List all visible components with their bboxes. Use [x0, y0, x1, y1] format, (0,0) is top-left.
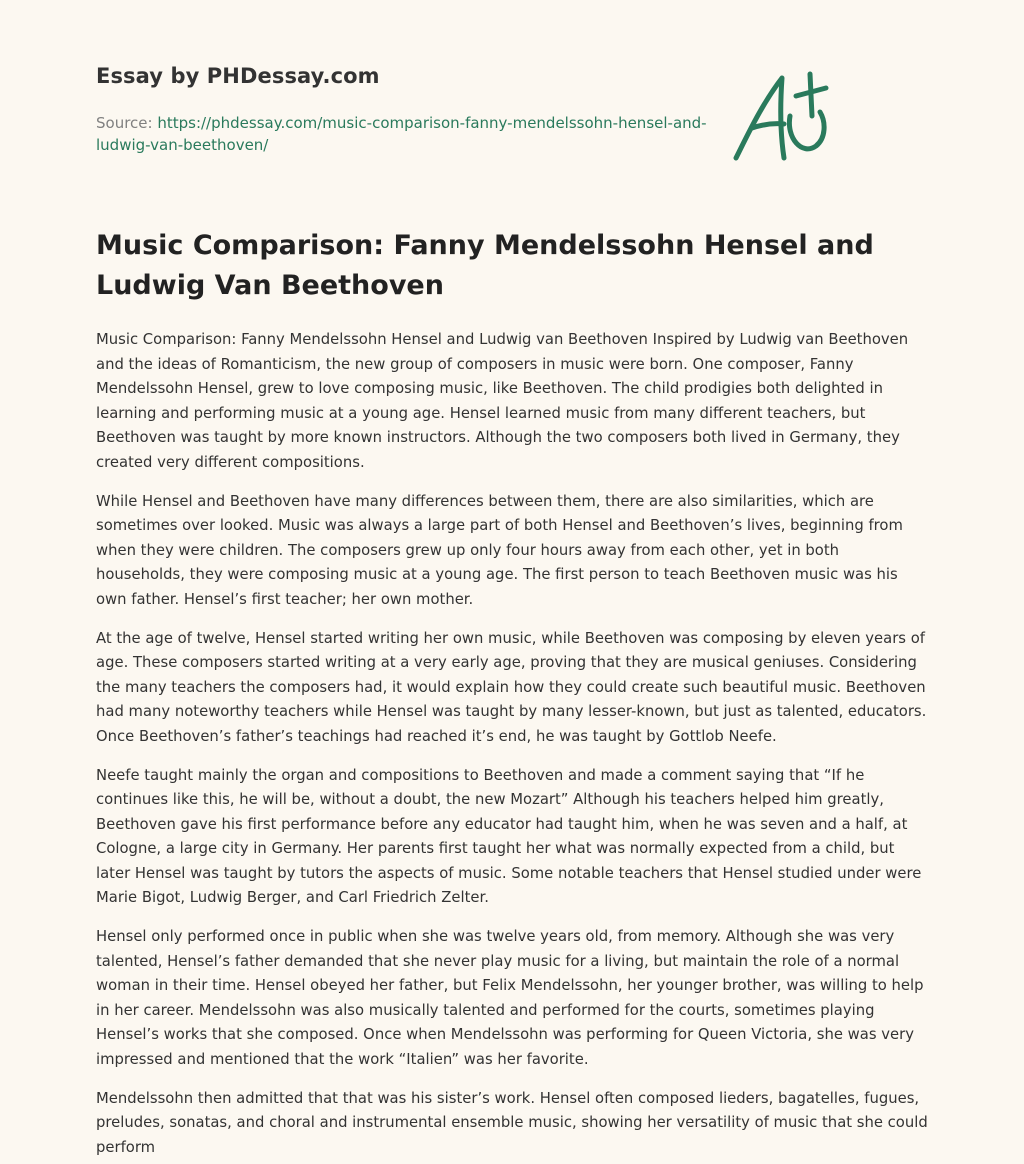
essay-body: [96, 328, 928, 1160]
essay-paragraph: Mendelssohn then admitted that that was his sister’s work. Hensel often composed lieders, bagatelles, fugues, preludes, sonatas, and choral and instrumental ensemble music, showing her versatility of music that she could perform: [96, 1089, 928, 1156]
essay-paragraph: Neefe taught mainly the organ and compositions to Beethoven and made a comment saying that “If he continues like this, he will be, without a doubt, the new Mozart” Although his teachers helped him greatly, Beethoven gave his first performance before any educator had taught him, when he was seven and a half, at Cologne, a large city in Germany. Her parents first taught her what was normally expected from a child, but later Hensel was taught by tutors the aspects of music. Some notable teachers that Hensel studied under were Marie Bigot, Ludwig Berger, and Carl Friedrich Zelter.: [96, 766, 922, 907]
essay-paragraph: While Hensel and Beethoven have many differences between them, there are also similarities, which are sometimes over looked. Music was always a large part of both Hensel and Beethoven’s lives, beginning from when they were children. The composers grew up only four hours away from each other, yet in both households, they were composing music at a young age. The first person to teach Beethoven music was his own father. Hensel’s first teacher; her own mother.: [96, 492, 903, 608]
site-title: Essay by PHDessay.com: [96, 64, 380, 88]
essay-paragraph: At the age of twelve, Hensel started writing her own music, while Beethoven was composing by eleven years of age. These composers started writing at a very early age, proving that they are musical geniuses. Considering the many teachers the composers had, it would explain how they could create such beautiful music. Beethoven had many noteworthy teachers while Hensel was taught by many lesser-known, but just as talented, educators. Once Beethoven’s father’s teachings had reached it’s end, he was taught by Gottlob Neefe.: [96, 629, 927, 745]
essay-paragraph: Hensel only performed once in public when she was twelve years old, from memory. Although she was very talented, Hensel’s father demanded that she never play music for a living, but maintain the role of a normal woman in their time. Hensel obeyed her father, but Felix Mendelssohn, her younger brother, was willing to help in her career. Mendelssohn was also musically talented and performed for the courts, sometimes playing Hensel’s works that she composed. Once when Mendelssohn was performing for Queen Victoria, she was very impressed and mentioned that the work “Italien” was her favorite.: [96, 928, 924, 1069]
source-link[interactable]: https://phdessay.com/music-comparison-fanny-mendelssohn-hensel-and-ludwig-van-beethoven/: [96, 114, 707, 154]
source-line: [96, 112, 736, 156]
a-plus-grade-icon: [726, 66, 836, 166]
essay-paragraph: Music Comparison: Fanny Mendelssohn Hensel and Ludwig van Beethoven Inspired by Ludwig van Beethoven and the ideas of Romanticism, the new group of composers in music were born. One composer, Fanny Mendelssohn Hensel, grew to love composing music, like Beethoven. The child prodigies both delighted in learning and performing music at a young age. Hensel learned music from many different teachers, but Beethoven was taught by more known instructors. Although the two composers both lived in Germany, they created very different compositions.: [96, 331, 909, 471]
page-header: [96, 0, 928, 200]
essay-title: Music Comparison: Fanny Mendelssohn Hensel and Ludwig Van Beethoven: [96, 230, 874, 301]
source-label: Source:: [96, 114, 158, 132]
